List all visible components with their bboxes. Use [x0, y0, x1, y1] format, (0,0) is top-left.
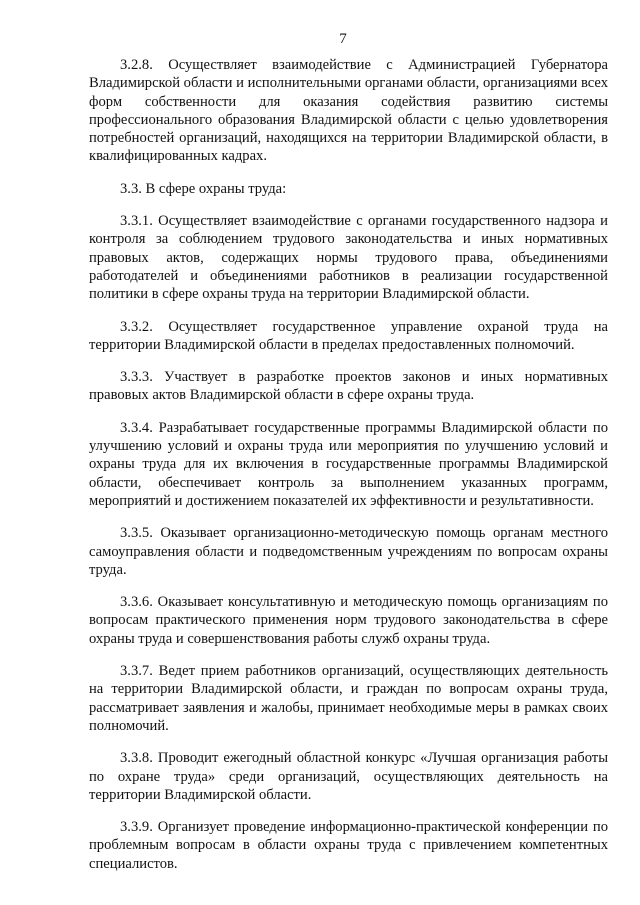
page-number: 7 — [339, 31, 347, 47]
paragraph-3-3-8: 3.3.8. Проводит ежегодный областной конкурс «Лучшая организация работы по охране труда» среди организаций, осуществляющих деятельность на территории Владимирской области. — [89, 750, 608, 803]
paragraph-3-3-1: 3.3.1. Осуществляет взаимодействие с органами государственного надзора и контроля за соблюдением трудового законодательства и иных нормативных правовых актов, содержащих нормы трудового права, объединениями работодателей и объединениями работников в реализации государственной политики в сфере охраны труда на территории Владимирской области. — [89, 213, 608, 303]
paragraph-3-3-7: 3.3.7. Ведет прием работников организаций, осуществляющих деятельность на территории Владимирской области, и граждан по вопросам охраны труда, рассматривает заявления и жалобы, принимает необходимые меры в рамках своих полномочий. — [89, 663, 608, 734]
paragraph-3-2-8: 3.2.8. Осуществляет взаимодействие с Администрацией Губернатора Владимирской области и исполнительными органами области, организациями всех форм собственности для оказания содействия развитию системы профессионального образования Владимирской области с целью удовлетворения потребностей организаций, находящихся на территории Владимирской области, в квалифицированных кадрах. — [89, 57, 608, 165]
section-heading-3-3: 3.3. В сфере охраны труда: — [120, 180, 287, 197]
paragraph-3-3-3: 3.3.3. Участвует в разработке проектов законов и иных нормативных правовых актов Владимирской области в сфере охраны труда. — [89, 369, 608, 404]
paragraph-3-3-4: 3.3.4. Разрабатывает государственные программы Владимирской области по улучшению условий и охраны труда или мероприятия по улучшению условий и охраны труда для их включения в государственные программы Владимирской области, обеспечивает контроль за выполнением указанных программ, мероприятий и достижением показателей их эффективности и результативности. — [89, 419, 608, 509]
paragraph-3-3-5: 3.3.5. Оказывает организационно-методическую помощь органам местного самоуправления области и подведомственным учреждениям по вопросам охраны труда. — [89, 525, 608, 578]
paragraph-3-3-6: 3.3.6. Оказывает консультативную и методическую помощь организациям по вопросам практического применения норм трудового законодательства в сфере охраны труда и совершенствования работы служб охраны труда. — [89, 594, 608, 647]
paragraph-3-3-9: 3.3.9. Организует проведение информационно-практической конференции по проблемным вопросам в области охраны труда с привлечением компетентных специалистов. — [89, 819, 608, 872]
paragraph-3-3-2: 3.3.2. Осуществляет государственное управление охраной труда на территории Владимирской области в пределах предоставленных полномочий. — [89, 318, 608, 353]
